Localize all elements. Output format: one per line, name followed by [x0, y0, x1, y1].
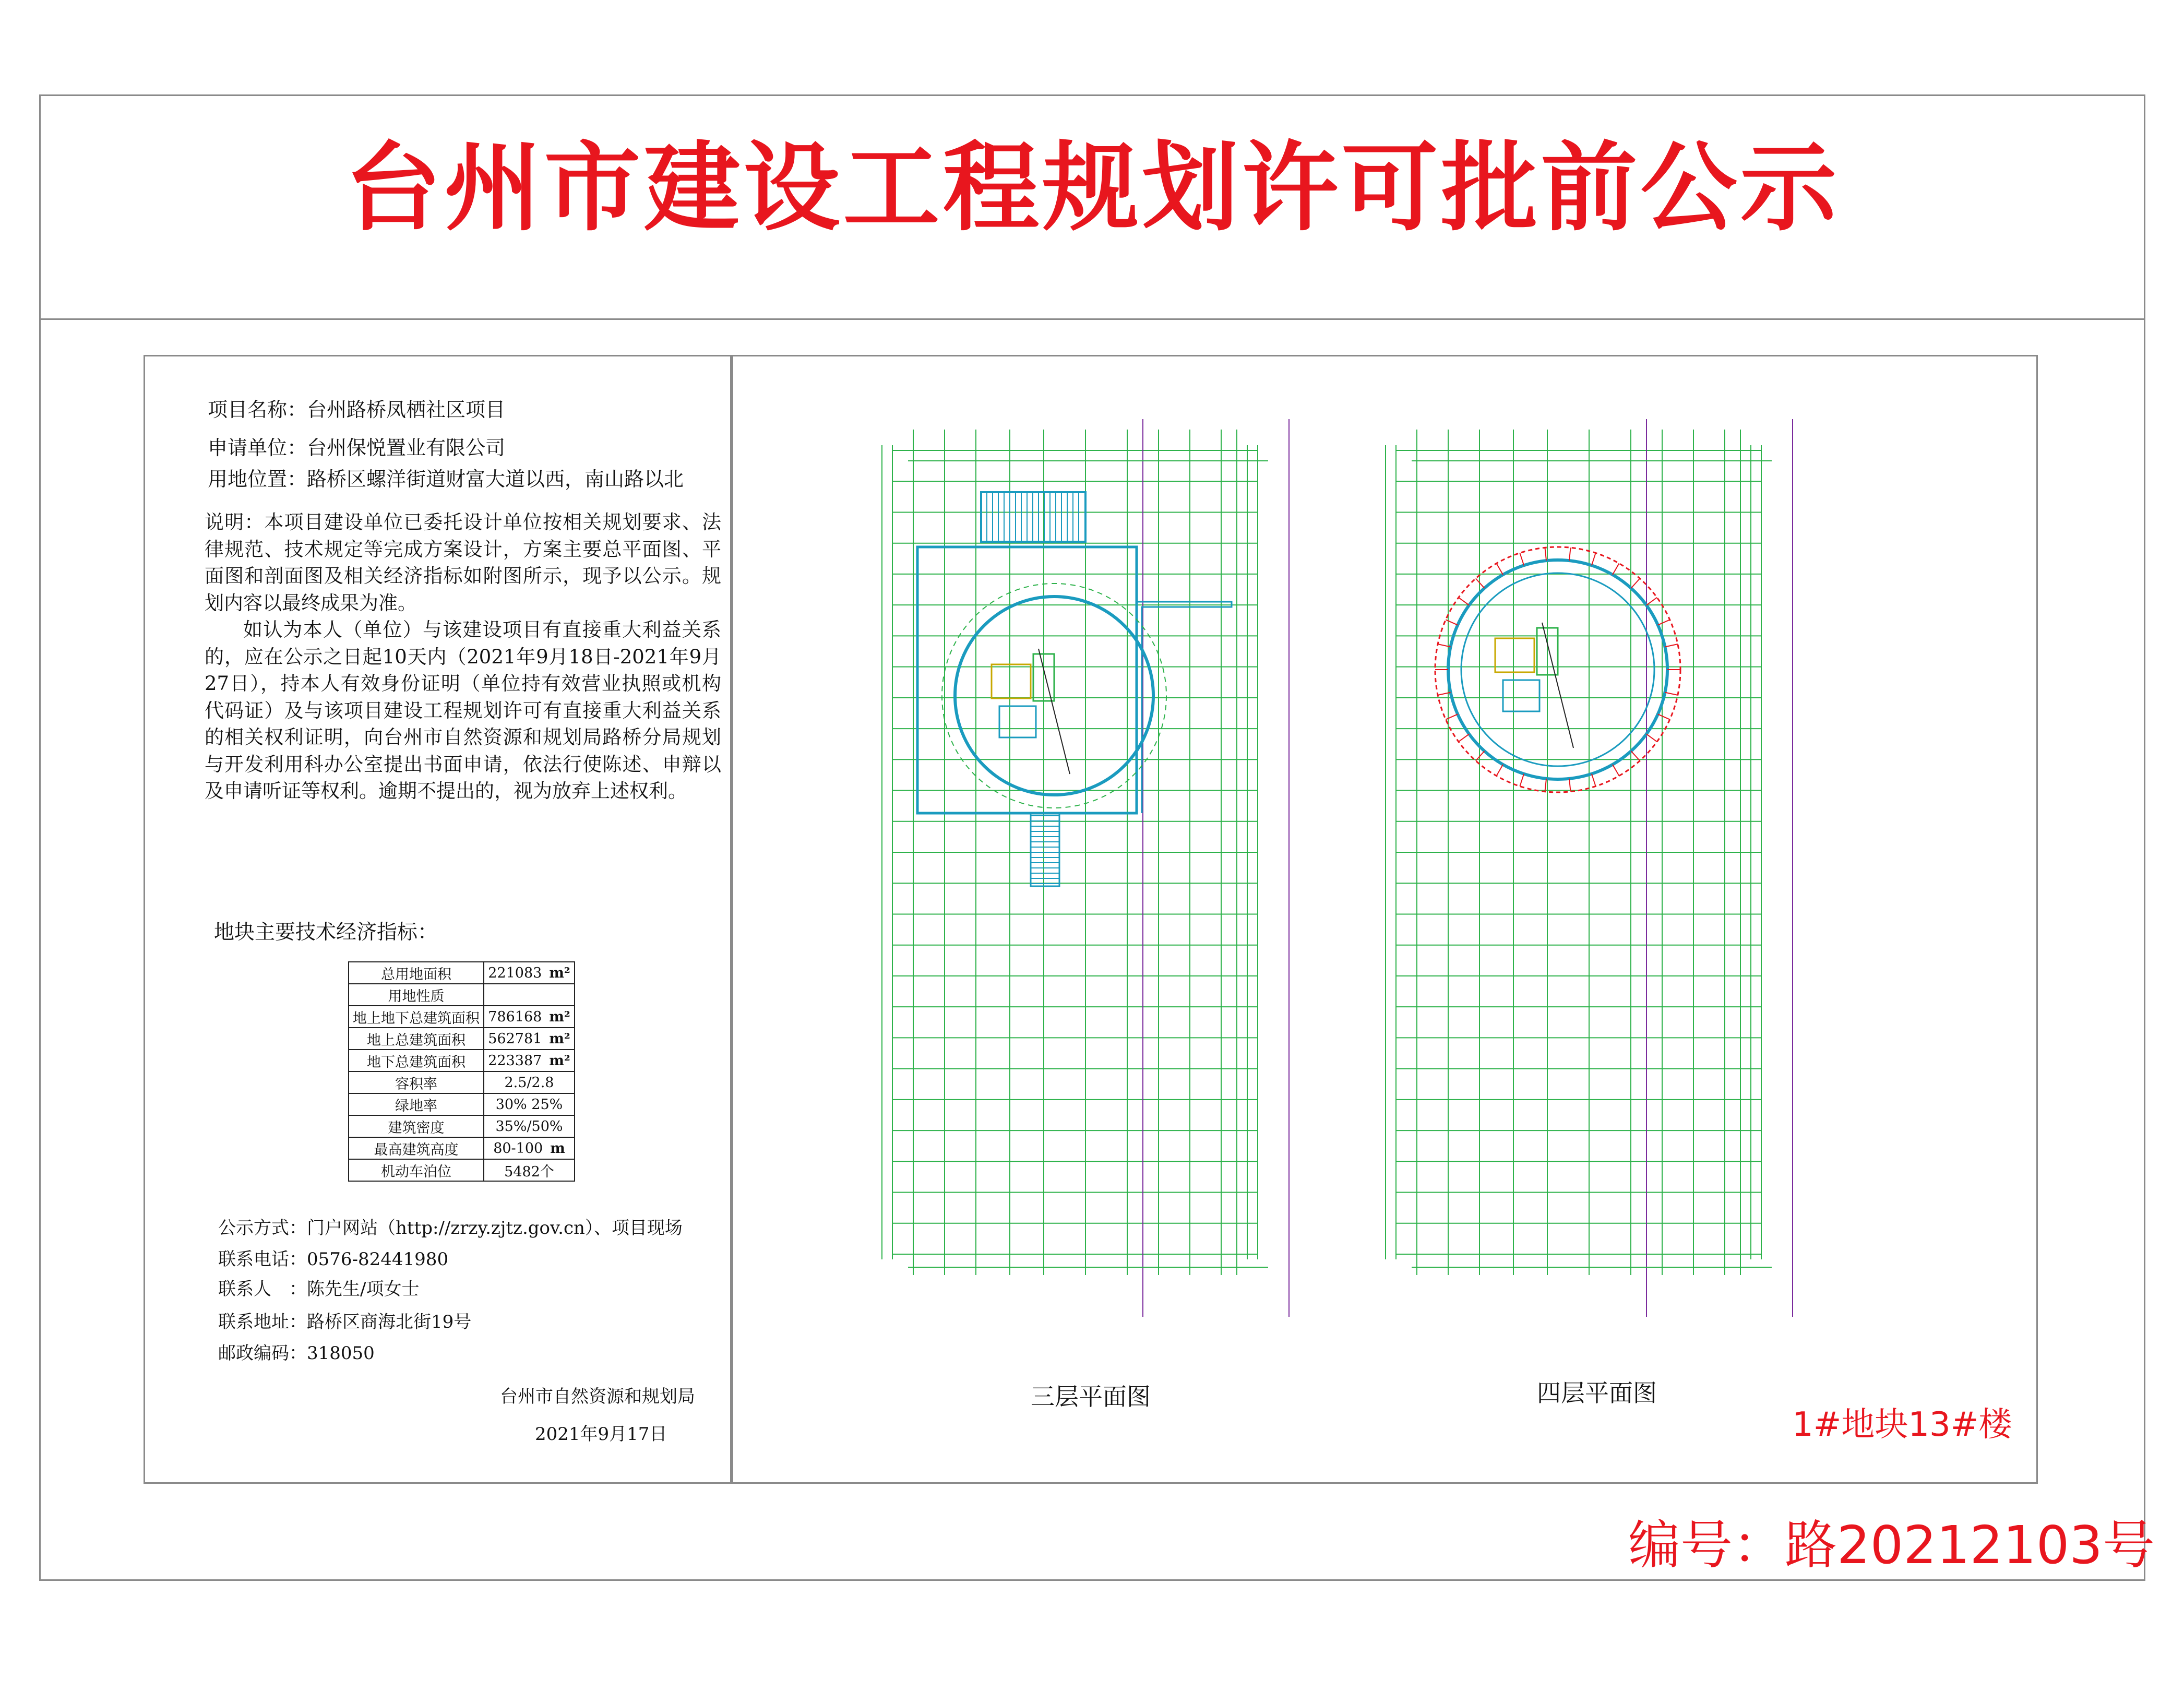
location: 路桥区螺洋街道财富大道以西，南山路以北	[307, 468, 684, 491]
radial-tick	[1446, 714, 1458, 719]
radial-tick	[1520, 774, 1524, 787]
indicator-value-text: 562781	[488, 1030, 542, 1047]
third-floor-caption: 三层平面图	[1031, 1383, 1151, 1411]
core-stair	[999, 706, 1036, 737]
indicator-row	[349, 1050, 575, 1071]
applicant-row	[208, 435, 505, 461]
indicators-table	[348, 961, 575, 1182]
radial-tick	[1476, 578, 1485, 588]
radial-tick	[1592, 553, 1596, 566]
contact-postcode-label: 邮政编码：	[218, 1343, 307, 1364]
indicator-value-text: 80-100	[493, 1140, 543, 1157]
indicator-unit: m²	[549, 1008, 570, 1025]
indicator-label: 绿地率	[349, 1093, 484, 1115]
applicant-label: 申请单位：	[208, 436, 307, 459]
contact-person-row	[218, 1275, 419, 1300]
radial-tick	[1613, 765, 1619, 776]
indicator-value	[484, 962, 575, 984]
indicators-title: 地块主要技术经济指标：	[214, 921, 438, 944]
radial-tick	[1613, 563, 1619, 575]
indicator-label: 用地性质	[349, 984, 484, 1006]
indicator-label: 地下总建筑面积	[349, 1050, 484, 1071]
contact-address-label: 联系地址：	[218, 1312, 307, 1332]
indicator-value-text: 2.5/2.8	[504, 1074, 554, 1091]
radial-tick	[1646, 598, 1657, 605]
core-room	[992, 664, 1031, 698]
radial-tick	[1520, 553, 1524, 566]
location-label: 用地位置：	[208, 468, 307, 491]
indicator-unit: m²	[549, 964, 570, 981]
permit-number: 编号：路20212103号	[1628, 1515, 2155, 1576]
contact-phone: 0576-82441980	[307, 1249, 449, 1270]
indicator-value-text: 223387	[488, 1052, 542, 1069]
annex-wall	[1137, 602, 1232, 813]
radial-tick	[1665, 644, 1677, 647]
contact-phone-row	[218, 1245, 448, 1270]
contact-method-label: 公示方式：	[218, 1218, 307, 1239]
indicator-row	[349, 1159, 575, 1181]
radial-tick	[1459, 734, 1469, 742]
radial-tick	[1658, 620, 1670, 625]
contact-address-row	[218, 1307, 471, 1333]
description-para-1: 说明：本项目建设单位已委托设计单位按相关规划要求、法律规范、技术规定等完成方案设计，方案主要总平面图、平面图和剖面图及相关经济指标如附图所示，现予以公示。规划内容以最终成果为准。	[205, 511, 721, 614]
third-floor-plan	[882, 419, 1289, 1317]
contact-postcode: 318050	[307, 1343, 375, 1364]
indicator-label: 机动车泊位	[349, 1159, 484, 1181]
floor-plans	[733, 356, 2036, 1482]
indicator-value	[484, 984, 575, 1006]
indicator-label: 最高建筑高度	[349, 1137, 484, 1159]
radial-tick	[1665, 693, 1677, 695]
indicator-value-text: 30% 25%	[495, 1096, 563, 1113]
indicator-row	[349, 1093, 575, 1115]
contact-person-label: 联系人 ：	[218, 1279, 307, 1300]
indicator-label: 建筑密度	[349, 1115, 484, 1137]
radial-tick	[1459, 598, 1469, 605]
indicator-row	[349, 1137, 575, 1159]
indicator-value-text: 221083	[488, 964, 542, 981]
indicator-value	[484, 1006, 575, 1028]
contact-method-row	[218, 1213, 683, 1239]
indicator-value	[484, 1159, 575, 1181]
contact-method: 门户网站（http://zrzy.zjtz.gov.cn）、项目现场	[307, 1218, 683, 1239]
indicator-value	[484, 1028, 575, 1050]
contact-postcode-row	[218, 1339, 375, 1364]
indicator-value	[484, 1115, 575, 1137]
radial-tick	[1446, 620, 1458, 625]
fourth-floor-plan	[1386, 419, 1793, 1317]
project-name-row	[208, 397, 505, 423]
radial-tick	[1631, 578, 1640, 588]
fourth-floor-caption: 四层平面图	[1537, 1379, 1657, 1407]
indicator-value-text: 5482个	[504, 1163, 554, 1180]
indicator-row	[349, 1071, 575, 1093]
indicator-value	[484, 1137, 575, 1159]
indicator-row	[349, 984, 575, 1006]
indicator-label: 地上地下总建筑面积	[349, 1006, 484, 1028]
project-name-label: 项目名称：	[208, 398, 307, 421]
indicator-row	[349, 1028, 575, 1050]
indicator-value	[484, 1071, 575, 1093]
contact-phone-label: 联系电话：	[218, 1249, 307, 1270]
description-para-2: 如认为本人（单位）与该建设项目有直接重大利益关系的，应在公示之日起10天内（2021年9月18日-2021年9月27日），持本人有效身份证明（单位持有效营业执照或机构代码证）及与该项目建设工程规划许可有直接重大利益关系的相关权利证明，向台州市自然资源和规划局路桥分局规划与开发利用科办公室提出书面申请，依法行使陈述、申辩以及申请听证等权利。逾期不提出的，视为放弃上述权利。	[205, 618, 721, 802]
indicator-row	[349, 962, 575, 984]
indicator-unit: m²	[549, 1052, 570, 1069]
contact-person: 陈先生/项女士	[307, 1279, 420, 1300]
page-title: 台州市建设工程规划许可批前公示	[344, 132, 1840, 244]
indicator-value-text: 35%/50%	[495, 1118, 563, 1135]
radial-tick	[1497, 563, 1503, 575]
radial-tick	[1658, 714, 1670, 719]
indicator-label: 地上总建筑面积	[349, 1028, 484, 1050]
radial-tick	[1545, 547, 1546, 561]
radial-tick	[1569, 779, 1571, 792]
indicator-unit: m²	[549, 1030, 570, 1047]
contact-address: 路桥区商海北街19号	[307, 1312, 472, 1332]
indicator-value	[484, 1093, 575, 1115]
ramp	[1031, 813, 1059, 886]
signature-date: 2021年9月17日	[535, 1424, 667, 1445]
radial-tick	[1497, 765, 1503, 776]
signature-org: 台州市自然资源和规划局	[500, 1386, 695, 1407]
indicator-row	[349, 1115, 575, 1137]
radial-tick	[1592, 774, 1596, 787]
indicator-value	[484, 1050, 575, 1071]
indicator-row	[349, 1006, 575, 1028]
block-label: 1#地块13#楼	[1792, 1406, 2012, 1444]
radial-tick	[1569, 547, 1571, 561]
indicator-value-text: 786168	[488, 1008, 542, 1025]
project-name: 台州路桥凤栖社区项目	[307, 398, 506, 421]
title-separator	[39, 318, 2145, 320]
indicator-unit: m	[550, 1140, 565, 1157]
core-stair	[1503, 680, 1539, 711]
description	[205, 509, 721, 805]
applicant: 台州保悦置业有限公司	[307, 436, 506, 459]
location-row	[208, 466, 684, 493]
radial-tick	[1646, 734, 1657, 742]
indicator-label: 总用地面积	[349, 962, 484, 984]
indicator-label: 容积率	[349, 1071, 484, 1093]
radial-tick	[1545, 779, 1546, 792]
